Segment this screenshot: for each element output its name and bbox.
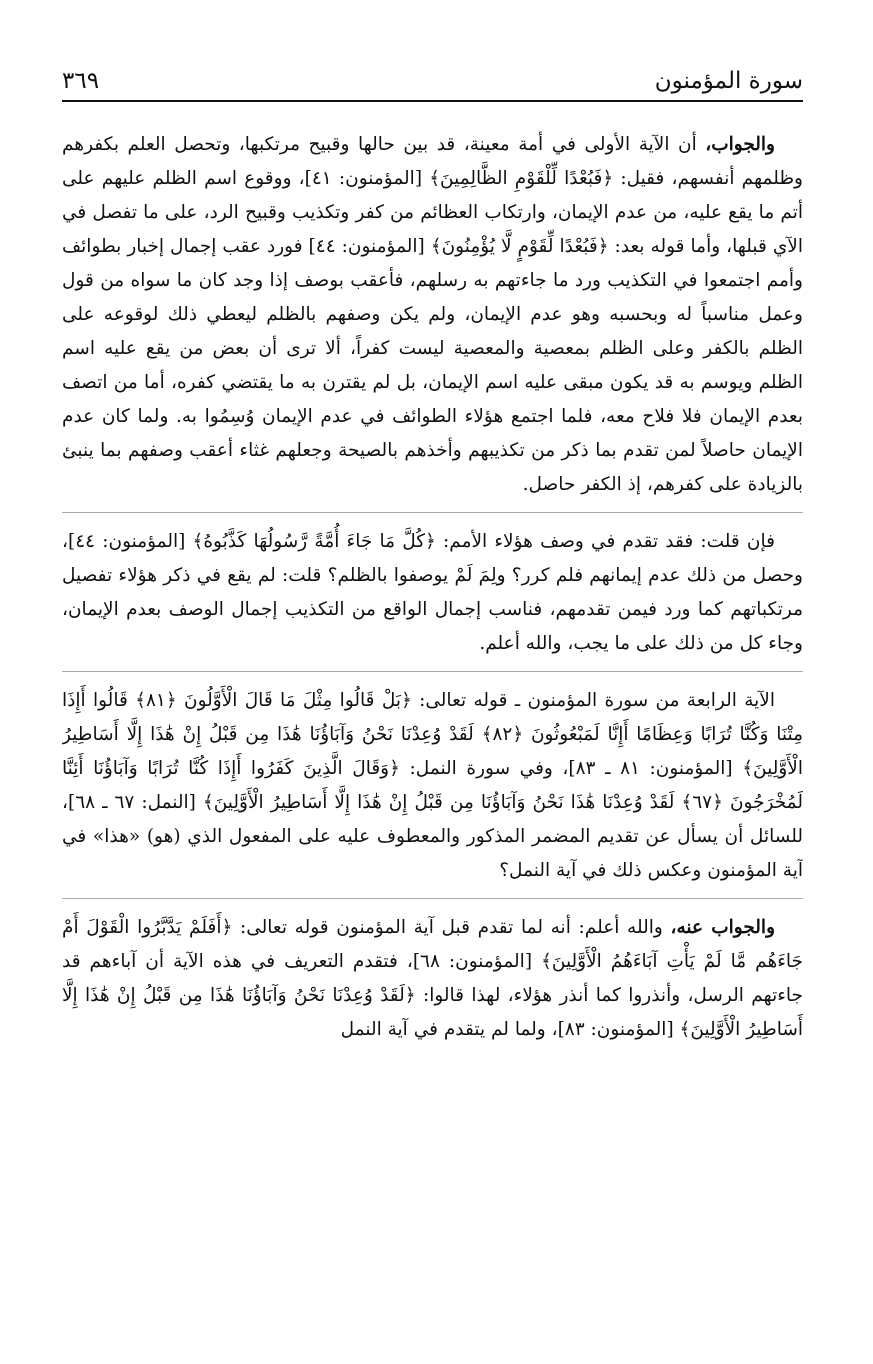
page-header [62, 52, 803, 102]
paragraph-4 [62, 911, 803, 1047]
paragraph-3 [62, 684, 803, 888]
paragraph-text: الآية الرابعة من سورة المؤمنون ـ قوله تعالى: ﴿بَلْ قَالُوا مِثْلَ مَا قَالَ الْأَوَّلُونَ ﴿٨١﴾ قَالُوا أَإِذَا مِتْنَا وَكُنَّا تُرَابًا وَعِظَامًا أَإِنَّا لَمَبْعُوثُونَ ﴿٨٢﴾ لَقَدْ وُعِدْنَا نَحْنُ وَآبَاؤُنَا هَٰذَا مِن قَبْلُ إِنْ هَٰذَا إِلَّا أَسَاطِيرُ الْأَوَّلِينَ﴾ [المؤمنون: ٨١ ـ ٨٣]، وفي سورة النمل: ﴿وَقَالَ الَّذِينَ كَفَرُوا أَإِذَا كُنَّا تُرَابًا وَآبَاؤُنَا أَئِنَّا لَمُخْرَجُونَ ﴿٦٧﴾ لَقَدْ وُعِدْنَا هَٰذَا نَحْنُ وَآبَاؤُنَا مِن قَبْلُ إِنْ هَٰذَا إِلَّا أَسَاطِيرُ الْأَوَّلِينَ﴾ [النمل: ٦٧ ـ ٦٨]، للسائل أن يسأل عن تقديم المضمر المذكور والمعطوف عليه على المفعول الذي (هو) «هذا» في آية المؤمنون وعكس ذلك في آية النمل؟ [62, 690, 803, 881]
page-body [62, 128, 803, 1344]
paragraph-lead: والجواب عنه، [670, 917, 775, 938]
section-divider [62, 512, 803, 513]
paragraph-2 [62, 525, 803, 661]
paragraph-text: والله أعلم: أنه لما تقدم قبل آية المؤمنون قوله تعالى: ﴿أَفَلَمْ يَدَّبَّرُوا الْقَوْلَ أَمْ جَاءَهُم مَّا لَمْ يَأْتِ آبَاءَهُمُ الْأَوَّلِينَ﴾ [المؤمنون: ٦٨]، فتقدم التعريف في هذه الآية أن آباءهم قد جاءتهم الرسل، وأنذروا كما أنذر هؤلاء، لهذا قالوا: ﴿لَقَدْ وُعِدْنَا نَحْنُ وَآبَاؤُنَا هَٰذَا مِن قَبْلُ إِنْ هَٰذَا إِلَّا أَسَاطِيرُ الْأَوَّلِينَ﴾ [المؤمنون: ٨٣]، ولما لم يتقدم في آية النمل [62, 917, 803, 1040]
page-number: ٣٦٩ [62, 68, 100, 94]
running-title: سورة المؤمنون [654, 68, 803, 94]
paragraph-1 [62, 128, 803, 502]
paragraph-lead: والجواب، [705, 134, 775, 155]
section-divider [62, 671, 803, 672]
section-divider [62, 898, 803, 899]
paragraph-text: فإن قلت: فقد تقدم في وصف هؤلاء الأمم: ﴿كُلَّ مَا جَاءَ أُمَّةً رَّسُولُهَا كَذَّبُوهُ﴾ [المؤمنون: ٤٤]، وحصل من ذلك عدم إيمانهم فلم كرر؟ ولِمَ لَمْ يوصفوا بالظلم؟ قلت: لم يقع في ذكر هؤلاء تفصيل مرتكباتهم كما ورد فيمن تقدمهم، فناسب إجمال الواقع من التكذيب إجمال الوصف بعدم الإيمان، وجاء كل من ذلك على ما يجب، والله أعلم. [62, 531, 803, 654]
paragraph-text: أن الآية الأولى في أمة معينة، قد بين حالها وقبيح مرتكبها، وتحصل العلم بكفرهم وظلمهم أنفسهم، فقيل: ﴿فَبُعْدًا لِّلْقَوْمِ الظَّالِمِينَ﴾ [المؤمنون: ٤١]، ووقوع اسم الظلم عليهم على أتم ما يقع عليه، من عدم الإيمان، وارتكاب العظائم من كفر وتكذيب وقبيح الرد، على ما تفصل في الآي قبلها، وأما قوله بعد: ﴿فَبُعْدًا لِّقَوْمٍ لَّا يُؤْمِنُونَ﴾ [المؤمنون: ٤٤] فورد عقب إجمال إخبار بطوائف وأمم اجتمعوا في التكذيب ورد ما جاءتهم به رسلهم، فأعقب بوصف إذا وجد كان ما سواه من قول وعمل مناسباً له وبحسبه وهو عدم الإيمان، ولم يكن وصفهم بالظلم ليعطي ذلك لوقوعه على الظلم بالكفر وعلى الظلم بمعصية والمعصية ليست كفراً، ألا ترى أن بعض من يقع عليه اسم الظلم ويوسم به قد يكون مبقى عليه اسم الإيمان، بل لم يقترن به ما يقتضي كفره، أما من اتصف بعدم الإيمان فلا فلاح معه، فلما اجتمع هؤلاء الطوائف في عدم الإيمان وُسِمُوا به. ولما كان عدم الإيمان حاصلاً لمن تقدم بما ذكر من تكذيبهم وأخذهم بالصيحة وجعلهم غثاء أعقب وصفهم بما ينبئ بالزيادة على كفرهم، إذ الكفر حاصل. [62, 134, 803, 495]
